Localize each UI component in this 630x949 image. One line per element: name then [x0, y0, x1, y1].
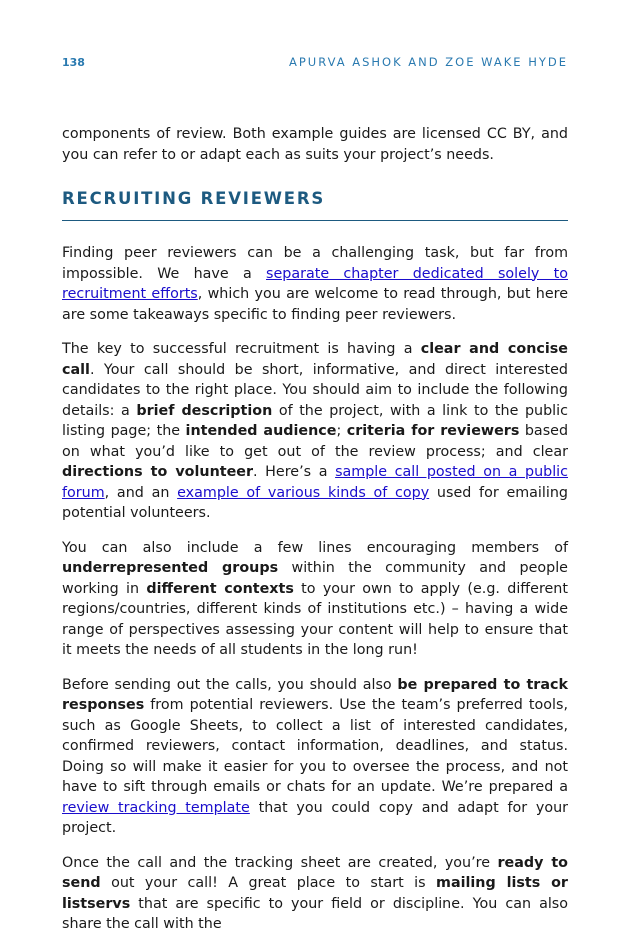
text-span: The key to successful recruitment is having a — [62, 341, 421, 357]
text-span: from potential reviewers. Use the team’s preferred tools, such as Google Sheets, to collect a list of interested candidates, confirmed reviewers, contact information, deadlines, and status. Doing so will make it easier for you to oversee the process, and not have to sift through emails or chats for an update. We’re prepared a — [62, 697, 568, 795]
recruitment-chapter-link[interactable]: separate chapter dedicated solely to recruitment efforts — [62, 265, 569, 302]
bold-text: intended audience — [185, 423, 337, 439]
text-span: based on what you’d like to get out of the review process; and clear — [62, 423, 569, 460]
text-span: Once the call and the tracking sheet are created, you’re — [62, 854, 498, 871]
page-number: 138 — [62, 56, 85, 69]
bold-text: ready to send — [62, 854, 568, 891]
text-span: used for emailing potential volunteers. — [62, 484, 568, 521]
text-span: Before sending out the calls, you should also — [62, 676, 398, 693]
text-span: . Here’s a — [253, 464, 336, 480]
paragraph-track-responses — [62, 675, 568, 839]
intro-paragraph: components of review. Both example guides are licensed CC BY, and you can refer to or adapt each as suits your project’s needs. — [62, 126, 568, 163]
section-divider — [62, 220, 568, 221]
text-span: within the community and people working in — [62, 560, 568, 597]
review-tracking-template-link[interactable]: review tracking template — [62, 799, 250, 816]
text-span: Finding peer reviewers can be a challenging task, but far from impossible. We have a — [62, 245, 568, 282]
text-span: ; — [336, 423, 347, 439]
bold-text: clear and concise call — [62, 341, 568, 378]
section-heading: RECRUITING REVIEWERS — [62, 189, 326, 208]
bold-text: underrepresented groups — [62, 560, 279, 576]
text-span: , and an — [104, 484, 178, 501]
bold-text: different contexts — [146, 580, 294, 597]
text-span: of the project, with a link to the public listing page; the — [62, 402, 568, 439]
paragraph-underrepresented — [62, 538, 568, 661]
paragraph-finding-reviewers — [62, 243, 568, 325]
text-span: . Your call should be short, informative, and direct interested candidates to the right place. You should aim to include the following details: a — [62, 361, 568, 419]
text-span: that you could copy and adapt for your project. — [62, 799, 569, 836]
text-span: , which you are welcome to read through, but here are some takeaways specific to finding peer reviewers. — [62, 286, 568, 323]
paragraph-send-call — [62, 853, 568, 935]
bold-text: be prepared to track responses — [62, 676, 568, 713]
text-span: out your call! A great place to start is — [100, 875, 437, 891]
bold-text: mailing lists or listservs — [62, 875, 568, 912]
running-head: APURVA ASHOK AND ZOE WAKE HYDE — [289, 55, 568, 69]
paragraph-key-recruitment — [62, 339, 568, 524]
bold-text: directions to volunteer — [62, 464, 254, 480]
bold-text: brief description — [136, 402, 273, 419]
example-copy-link[interactable]: example of various kinds of copy — [177, 484, 430, 501]
sample-call-link[interactable]: sample call posted on a public forum — [62, 464, 569, 501]
page-body — [62, 124, 568, 949]
text-span: You can also include a few lines encouraging members of — [62, 539, 568, 556]
bold-text: criteria for reviewers — [346, 423, 520, 439]
text-span: that are specific to your field or discipline. You can also share the call with the — [62, 895, 568, 932]
text-span: to your own to apply (e.g. different regions/countries, different kinds of institutions etc.) – having a wide range of perspectives assessing your content will help to ensure that it meets the needs of all students in the long run! — [62, 580, 568, 658]
